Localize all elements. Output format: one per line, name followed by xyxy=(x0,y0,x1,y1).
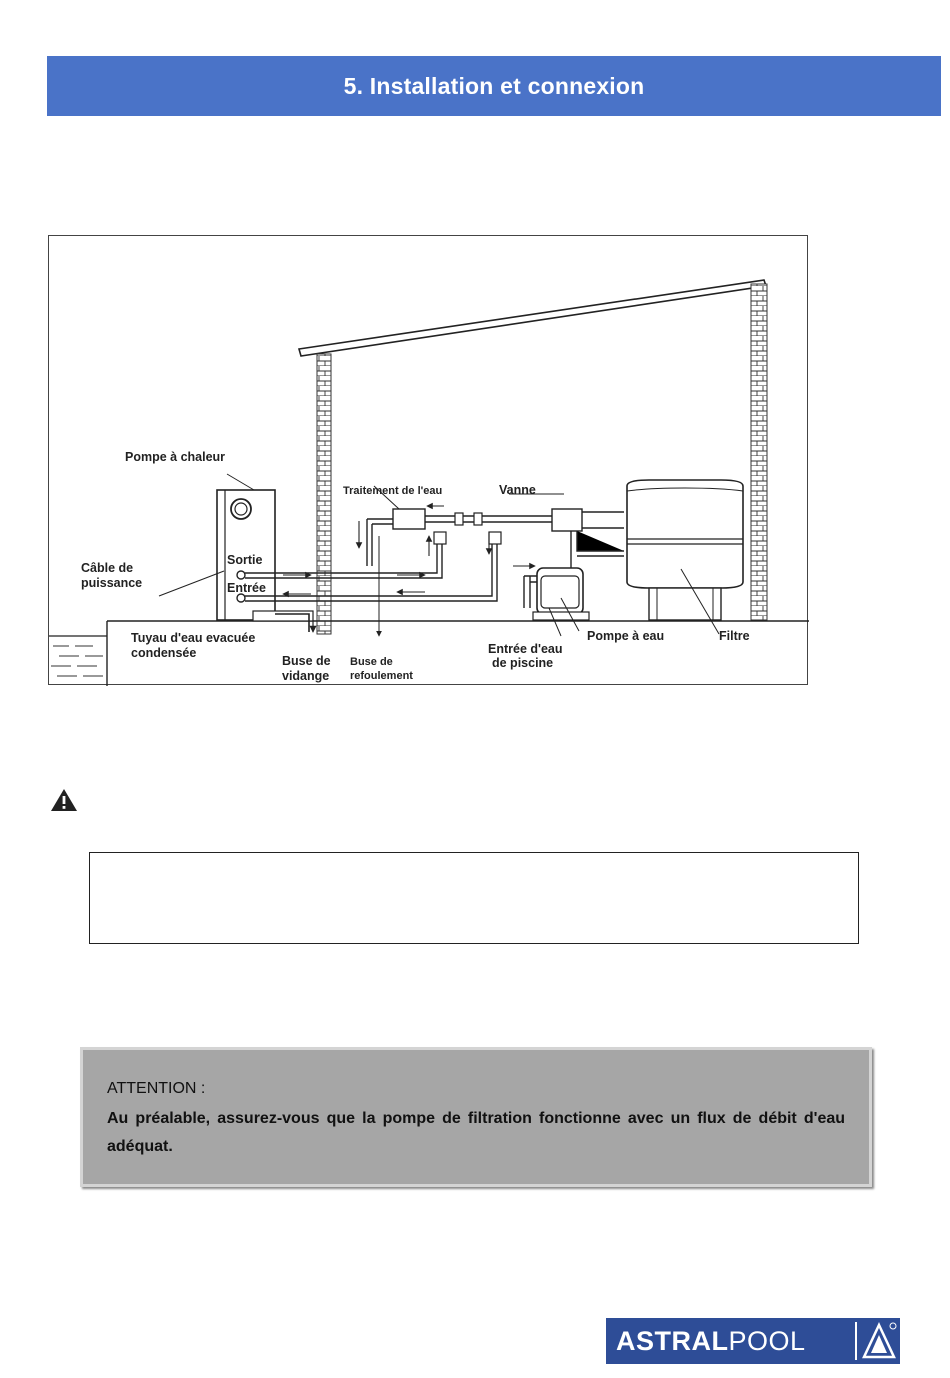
water-pump xyxy=(537,568,583,614)
roof xyxy=(299,280,766,356)
label-power-cable-1: Câble de xyxy=(81,561,134,575)
warning-icon xyxy=(50,788,78,817)
attention-text-1: Au préalable, assurez-vous que la xyxy=(107,1110,383,1127)
installation-diagram xyxy=(48,235,808,685)
label-drain-nozzle-1: Buse de xyxy=(282,654,331,668)
logo-word-light: POOL xyxy=(728,1325,806,1356)
label-outlet: Sortie xyxy=(227,553,263,567)
attention-title: ATTENTION : xyxy=(107,1080,206,1097)
left-wall xyxy=(317,354,331,634)
label-valve: Vanne xyxy=(499,483,536,497)
attention-box xyxy=(80,1047,872,1187)
logo-word-bold: ASTRAL xyxy=(616,1325,729,1356)
valve xyxy=(455,513,463,525)
label-drain-nozzle-2: vidange xyxy=(282,669,330,683)
label-power-cable-2: puissance xyxy=(81,576,143,590)
label-pool-inlet-1: Entrée d'eau xyxy=(488,642,563,656)
section-title: 5. Installation et connexion xyxy=(343,72,645,99)
filter-tank xyxy=(627,480,743,588)
attention-text xyxy=(107,1105,845,1161)
label-water-treatment: Traitement de l'eau xyxy=(343,485,443,497)
astralpool-logo xyxy=(606,1318,900,1364)
label-heat-pump: Pompe à chaleur xyxy=(125,450,226,464)
label-condensate-1: Tuyau d'eau evacuée xyxy=(131,631,256,645)
label-inlet: Entrée xyxy=(227,581,266,595)
attention-text-2: avec un flux de débit d'eau adéquat. xyxy=(107,1110,846,1155)
attention-text-bold: pompe de filtration fonctionne xyxy=(382,1110,621,1127)
label-pool-inlet-2: de piscine xyxy=(492,656,554,670)
empty-note-box xyxy=(89,852,859,944)
logo-separator xyxy=(855,1322,857,1360)
label-return-nozzle-1: Buse de xyxy=(350,656,393,668)
diagram-drawing xyxy=(49,236,809,686)
pool-water xyxy=(51,646,103,676)
label-return-nozzle-2: refoulement xyxy=(350,670,413,682)
label-water-pump: Pompe à eau xyxy=(587,629,665,643)
right-wall xyxy=(751,284,767,620)
logo-mark-icon xyxy=(861,1321,897,1361)
water-treatment-unit xyxy=(393,509,425,529)
section-header xyxy=(47,56,941,116)
label-condensate-2: condensée xyxy=(131,646,197,660)
label-filter: Filtre xyxy=(719,629,750,643)
